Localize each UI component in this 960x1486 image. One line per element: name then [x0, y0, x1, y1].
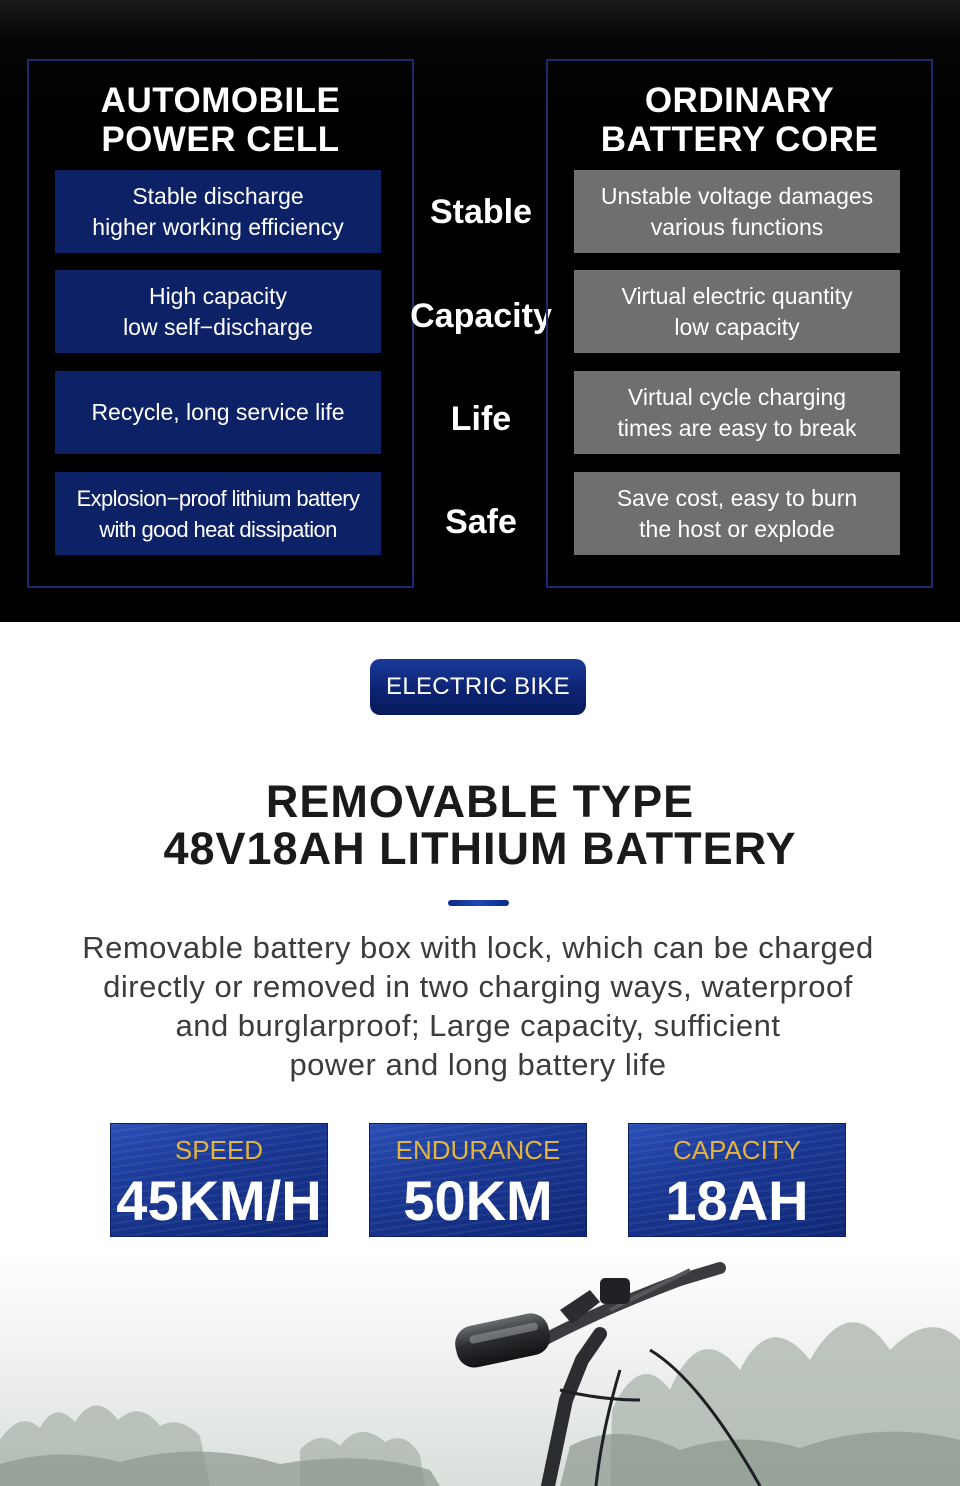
- criterion-safe: Safe: [445, 503, 517, 541]
- endurance-stat-card: [369, 1123, 587, 1237]
- endurance-label: ENDURANCE: [395, 1135, 561, 1165]
- right-cell-capacity: Virtual electric quantity low capacity: [574, 270, 900, 353]
- handlebar-illustration: [0, 1250, 960, 1486]
- title-divider: [448, 900, 509, 906]
- right-cell-safe: Save cost, easy to burn the host or explode: [574, 472, 900, 555]
- criterion-stable: Stable: [429, 193, 533, 231]
- endurance-value: 50KM: [403, 1169, 553, 1232]
- battery-comparison-section: [0, 0, 960, 622]
- left-cell-capacity: High capacity low self−discharge: [55, 270, 381, 353]
- speed-label: SPEED: [174, 1135, 264, 1165]
- left-cell-safe: Explosion−proof lithium battery with good heat dissipation: [55, 472, 381, 555]
- speed-value: 45KM/H: [116, 1169, 322, 1232]
- automobile-power-cell-panel: [27, 59, 414, 588]
- capacity-stat-card: [628, 1123, 846, 1237]
- criterion-capacity: Capacity: [410, 297, 552, 335]
- ordinary-battery-core-title: ORDINARY BATTERY CORE: [600, 81, 879, 159]
- criterion-life: Life: [450, 400, 512, 438]
- page-title: REMOVABLE TYPE 48V18AH LITHIUM BATTERY: [163, 776, 797, 874]
- left-cell-life: Recycle, long service life: [55, 371, 381, 454]
- left-cell-stable: Stable discharge higher working efficiency: [55, 170, 381, 253]
- right-cell-stable: Unstable voltage damages various functions: [574, 170, 900, 253]
- capacity-label: CAPACITY: [672, 1135, 802, 1165]
- right-cell-life: Virtual cycle charging times are easy to break: [574, 371, 900, 454]
- electric-bike-badge: ELECTRIC BIKE: [370, 659, 586, 715]
- bike-handlebar-photo: [0, 1250, 960, 1486]
- automobile-power-cell-title: AUTOMOBILE POWER CELL: [100, 81, 341, 159]
- ordinary-battery-core-panel: [546, 59, 933, 588]
- capacity-value: 18AH: [665, 1169, 809, 1232]
- battery-description: Removable battery box with lock, which can be charged directly or removed in two charging ways, waterproof and burglarproof; Large capacity, sufficient power and long battery life: [82, 930, 874, 1082]
- speed-stat-card: [110, 1123, 328, 1237]
